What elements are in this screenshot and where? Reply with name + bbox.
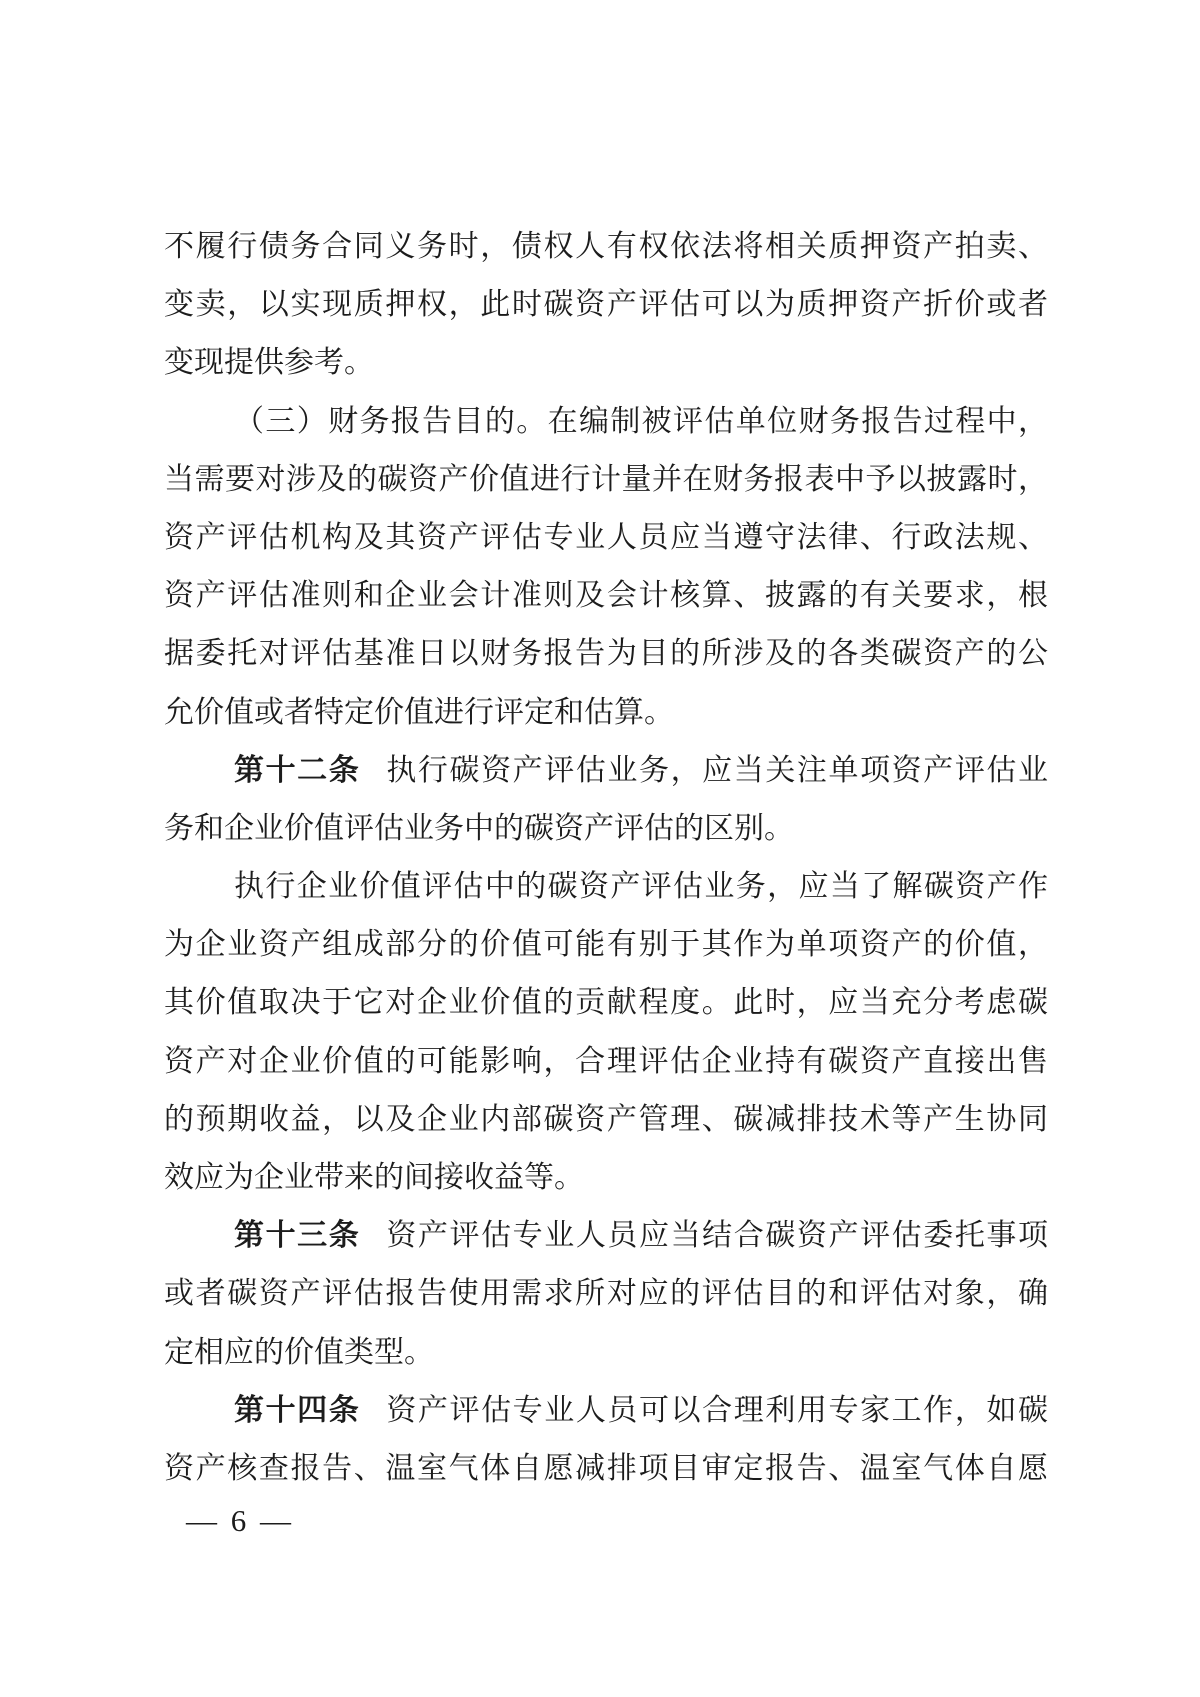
document-line: 变现提供参考。 [164, 346, 374, 380]
document-line: 资产对企业价值的可能影响，合理评估企业持有碳资产直接出售 [164, 1044, 1048, 1078]
document-line: 其价值取决于它对企业价值的贡献程度。此时，应当充分考虑碳 [164, 986, 1048, 1020]
article-text: 执行碳资产评估业务，应当关注单项资产评估业 [386, 753, 1048, 787]
document-body [164, 218, 1048, 1498]
page-number: — 6 — [186, 1503, 294, 1538]
document-line: 资产评估准则和企业会计准则及会计核算、披露的有关要求，根 [164, 579, 1048, 613]
document-line [164, 1382, 1048, 1440]
document-line: 或者碳资产评估报告使用需求所对应的评估目的和评估对象，确 [164, 1277, 1048, 1311]
document-line: 定相应的价值类型。 [164, 1335, 434, 1369]
document-line: 允价值或者特定价值进行评定和估算。 [164, 695, 674, 729]
document-line: 据委托对评估基准日以财务报告为目的所涉及的各类碳资产的公 [164, 637, 1048, 671]
document-line: 执行企业价值评估中的碳资产评估业务，应当了解碳资产作 [234, 870, 1048, 904]
document-line: 资产评估机构及其资产评估专业人员应当遵守法律、行政法规、 [164, 520, 1048, 554]
article-number: 第十二条 [234, 753, 361, 787]
article-number: 第十四条 [234, 1393, 361, 1427]
article-text: 资产评估专业人员可以合理利用专家工作，如碳 [386, 1393, 1048, 1427]
article-number: 第十三条 [234, 1219, 361, 1253]
document-line: 资产核查报告、温室气体自愿减排项目审定报告、温室气体自愿 [164, 1451, 1048, 1485]
document-line [164, 1207, 1048, 1265]
article-text: 资产评估专业人员应当结合碳资产评估委托事项 [386, 1219, 1048, 1253]
document-line: 务和企业价值评估业务中的碳资产评估的区别。 [164, 811, 794, 845]
document-line: 变卖，以实现质押权，此时碳资产评估可以为质押资产折价或者 [164, 288, 1048, 322]
document-line: （三）财务报告目的。在编制被评估单位财务报告过程中， [234, 404, 1048, 438]
document-line: 当需要对涉及的碳资产价值进行计量并在财务报表中予以披露时， [164, 462, 1048, 496]
document-line [164, 742, 1048, 800]
document-line: 效应为企业带来的间接收益等。 [164, 1161, 584, 1194]
document-line: 为企业资产组成部分的价值可能有别于其作为单项资产的价值， [164, 928, 1048, 962]
document-line: 的预期收益，以及企业内部碳资产管理、碳减排技术等产生协同 [164, 1102, 1048, 1136]
document-line: 不履行债务合同义务时，债权人有权依法将相关质押资产拍卖、 [164, 230, 1048, 263]
